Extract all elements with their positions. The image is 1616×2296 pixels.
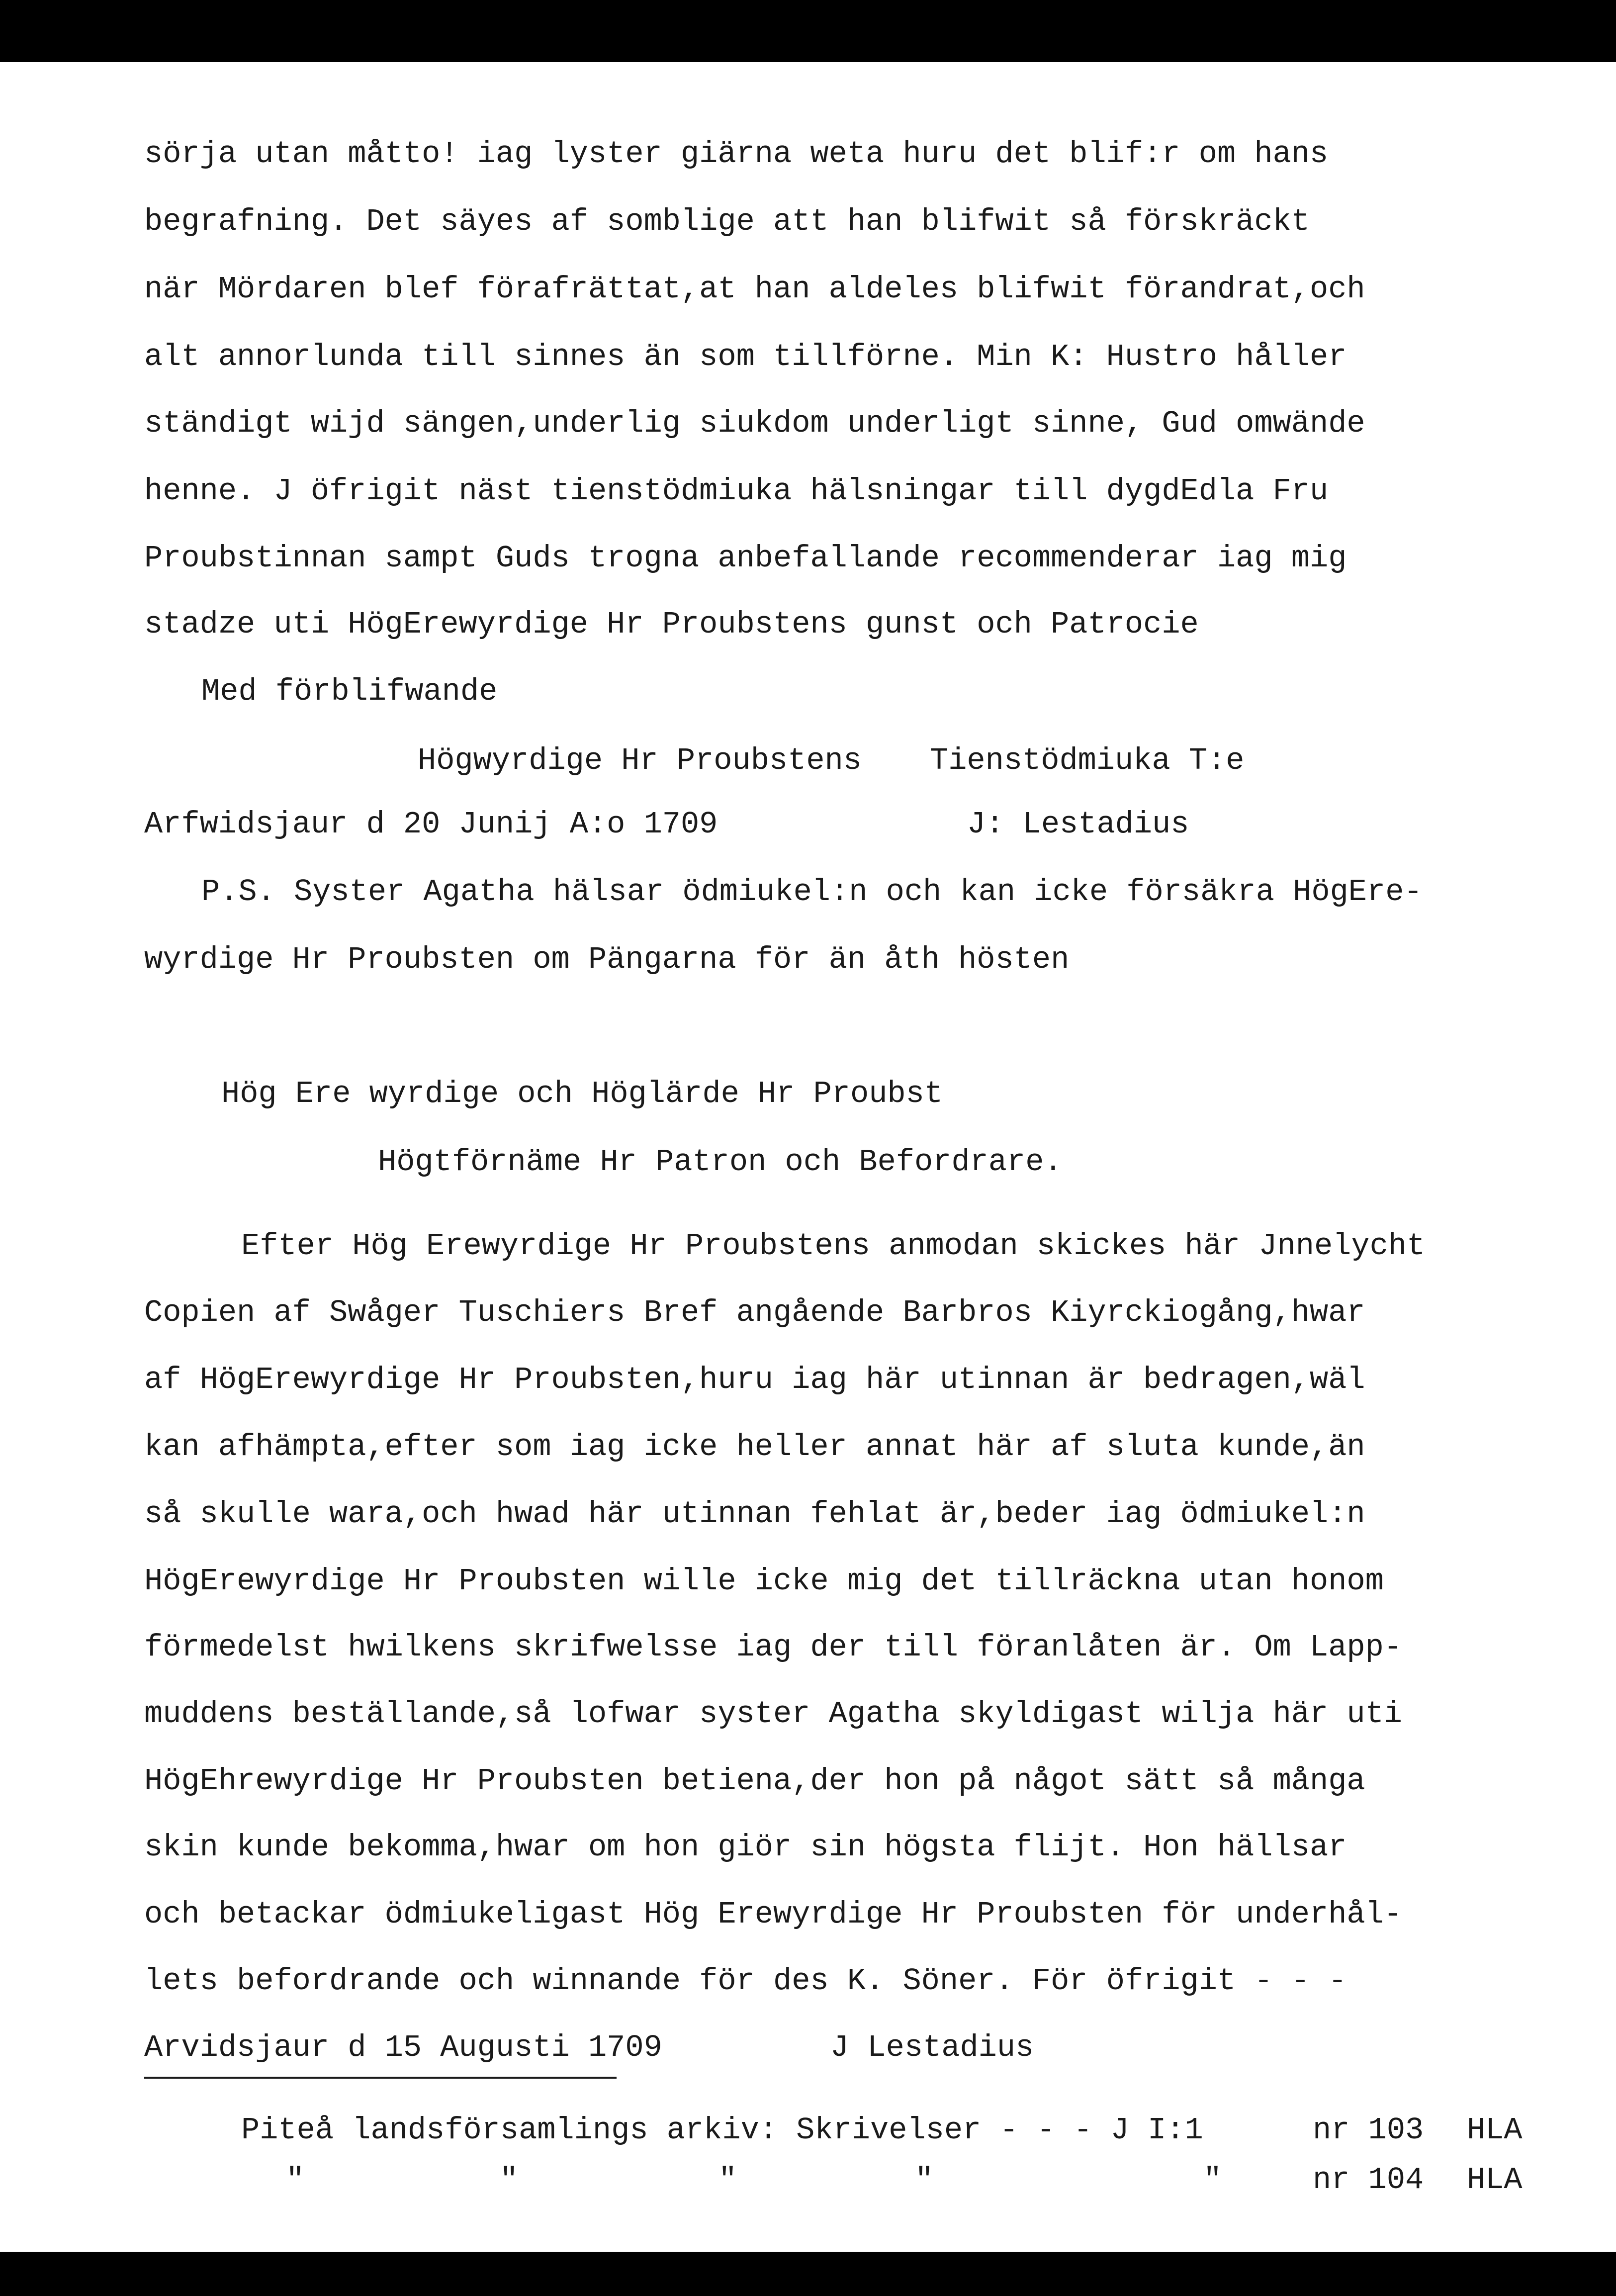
footnote-source: Piteå landsförsamlings arkiv: Skrivelser - - - J I:1 (241, 2112, 1203, 2148)
letter2-salutation-1: Hög Ere wyrdige och Höglärde Hr Proubst (221, 1076, 943, 1111)
letter1-recipient: Högwyrdige Hr Proubstens (418, 743, 862, 778)
letter1-line-5: ständigt wijd sängen,underlig siukdom underligt sinne, Gud omwände (144, 406, 1365, 441)
footnote-ditto-1: " (286, 2162, 305, 2198)
letter2-place-date: Arvidsjaur d 15 Augusti 1709 (144, 2030, 662, 2065)
letter2-line-1: Efter Hög Erewyrdige Hr Proubstens anmodan skickes här Jnnelycht (241, 1228, 1426, 1264)
footnote-archive-1: HLA (1467, 2112, 1523, 2148)
scan-border-bottom (0, 2252, 1616, 2296)
letter1-closing: Med förblifwande (201, 674, 498, 709)
letter2-line-10: skin kunde bekomma,hwar om hon giör sin högsta flijt. Hon hällsar (144, 1830, 1347, 1865)
footnote-ditto-5: " (1203, 2162, 1222, 2198)
letter2-signature: J Lestadius (830, 2030, 1034, 2065)
letter1-servant: Tienstödmiuka T:e (930, 743, 1245, 778)
footnote-nr-2: nr 104 (1313, 2162, 1424, 2198)
letter2-line-9: HögEhrewyrdige Hr Proubsten betiena,der hon på något sätt så många (144, 1763, 1365, 1799)
letter2-salutation-2: Högtförnäme Hr Patron och Befordrare. (378, 1144, 1063, 1180)
letter1-place-date: Arfwidsjaur d 20 Junij A:o 1709 (144, 807, 718, 842)
letter2-line-12: lets befordrande och winnande för des K. Söner. För öfrigit - - - (144, 1963, 1347, 1999)
letter2-line-3: af HögErewyrdige Hr Proubsten,huru iag här utinnan är bedragen,wäl (144, 1362, 1365, 1397)
letter2-line-8: muddens beställande,så lofwar syster Agatha skyldigast wilja här uti (144, 1696, 1403, 1732)
footnote-nr-1: nr 103 (1313, 2112, 1424, 2148)
scan-border-top (0, 0, 1616, 62)
footnote-ditto-3: " (718, 2162, 737, 2198)
letter2-line-5: så skulle wara,och hwad här utinnan fehlat är,beder iag ödmiukel:n (144, 1496, 1365, 1532)
letter2-line-6: HögErewyrdige Hr Proubsten wille icke mig det tillräckna utan honom (144, 1563, 1384, 1599)
letter1-line-1: sörja utan måtto! iag lyster giärna weta huru det blif:r om hans (144, 136, 1329, 172)
letter1-line-2: begrafning. Det säyes af somblige att han blifwit så förskräckt (144, 204, 1310, 239)
letter1-line-7: Proubstinnan sampt Guds trogna anbefallande recommenderar iag mig (144, 541, 1347, 576)
letter2-line-7: förmedelst hwilkens skrifwelsse iag der till föranlåten är. Om Lapp- (144, 1630, 1403, 1665)
letter2-line-11: och betackar ödmiukeligast Hög Erewyrdige Hr Proubsten för underhål- (144, 1897, 1403, 1932)
footnote-ditto-4: " (915, 2162, 934, 2198)
letter1-ps-line-1: P.S. Syster Agatha hälsar ödmiukel:n och kan icke försäkra HögEre- (201, 874, 1423, 910)
letter1-line-6: henne. J öfrigit näst tienstödmiuka hälsningar till dygdEdla Fru (144, 473, 1329, 509)
footnote-divider (144, 2077, 617, 2079)
letter2-line-4: kan afhämpta,efter som iag icke heller annat här af sluta kunde,än (144, 1429, 1365, 1465)
letter1-signature: J: Lestadius (967, 807, 1189, 842)
letter1-line-3: när Mördaren blef förafrättat,at han aldeles blifwit förandrat,och (144, 272, 1365, 307)
letter2-line-2: Copien af Swåger Tuschiers Bref angående Barbros Kiyrckiogång,hwar (144, 1295, 1365, 1330)
footnote-ditto-2: " (500, 2162, 519, 2198)
letter1-ps-line-2: wyrdige Hr Proubsten om Pängarna för än åth hösten (144, 942, 1070, 977)
footnote-archive-2: HLA (1467, 2162, 1523, 2198)
letter1-line-8: stadze uti HögErewyrdige Hr Proubstens gunst och Patrocie (144, 607, 1199, 642)
letter1-line-4: alt annorlunda till sinnes än som tillförne. Min K: Hustro håller (144, 339, 1347, 374)
